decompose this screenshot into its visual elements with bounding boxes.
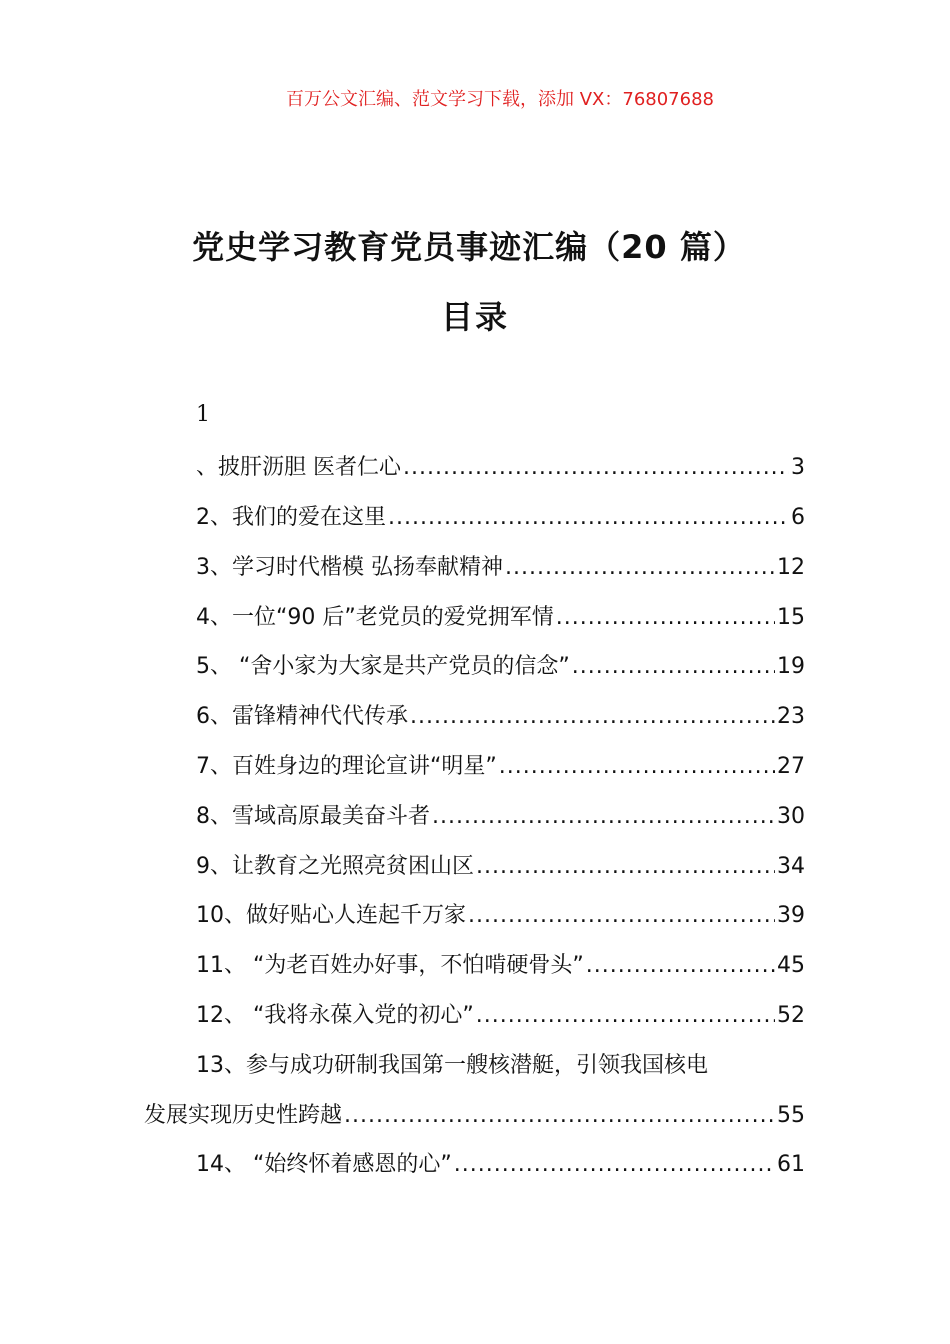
document-title: 党史学习教育党员事迹汇编（20 篇） (192, 228, 746, 266)
toc-leader-dots (468, 896, 775, 936)
toc-entry[interactable] (196, 498, 805, 538)
toc-entry-wrapped-line2[interactable] (144, 1096, 805, 1136)
toc-entry[interactable] (196, 896, 805, 936)
toc-entry-page: 39 (777, 903, 805, 928)
toc-entry-page: 55 (777, 1103, 805, 1128)
toc-entry-page: 27 (777, 754, 805, 779)
toc-entry-page: 15 (777, 605, 805, 630)
toc-leader-dots (572, 647, 775, 687)
toc-entry-title: 12、 “我将永葆入党的初心” (196, 1003, 474, 1028)
toc-entry[interactable] (196, 946, 805, 986)
toc-leader-dots (432, 797, 775, 837)
toc-entry[interactable] (196, 598, 805, 638)
toc-entry-title: 7、百姓身边的理论宣讲“明星” (196, 754, 497, 779)
toc-entry-title: 11、 “为老百姓办好事，不怕啃硬骨头” (196, 953, 584, 978)
toc-entry-page: 3 (791, 455, 805, 480)
toc-entry-title: 8、雪域高原最美奋斗者 (196, 804, 430, 829)
toc-entry[interactable] (196, 647, 805, 687)
header-watermark-note: 百万公文汇编、范文学习下载，添加 VX：76807688 (286, 89, 714, 110)
toc-leader-dots (388, 498, 789, 538)
toc-entry-wrapped-line1[interactable]: 13、参与成功研制我国第一艘核潜艇，引领我国核电 (196, 1053, 708, 1078)
toc-heading: 目录 (440, 298, 509, 336)
toc-entry-page: 19 (777, 654, 805, 679)
toc-entry-title: 9、让教育之光照亮贫困山区 (196, 854, 474, 879)
toc-entry-title: 14、 “始终怀着感恩的心” (196, 1152, 452, 1177)
toc-leader-dots (586, 946, 775, 986)
toc-leader-dots (403, 448, 789, 488)
toc-leader-dots (556, 598, 775, 638)
toc-entry[interactable] (196, 797, 805, 837)
toc-leader-dots (344, 1096, 775, 1136)
toc-leader-dots (410, 697, 775, 737)
toc-first-number: 1 (196, 402, 210, 427)
toc-entry-page: 12 (777, 555, 805, 580)
toc-entry[interactable] (196, 996, 805, 1036)
toc-entry[interactable] (196, 1145, 805, 1185)
toc-entry-title: 、披肝沥胆 医者仁心 (196, 455, 401, 480)
toc-leader-dots (454, 1145, 775, 1185)
toc-leader-dots (476, 996, 775, 1036)
toc-entry-page: 52 (777, 1003, 805, 1028)
toc-entry-page: 6 (791, 505, 805, 530)
toc-entry-title: 3、学习时代楷模 弘扬奉献精神 (196, 555, 503, 580)
toc-entry-title: 5、 “舍小家为大家是共产党员的信念” (196, 654, 570, 679)
toc-entry-title: 4、一位“90 后”老党员的爱党拥军情 (196, 605, 554, 630)
toc-leader-dots (499, 747, 775, 787)
toc-entry-title: 发展实现历史性跨越 (144, 1103, 343, 1128)
toc-entry[interactable] (196, 847, 805, 887)
toc-leader-dots (476, 847, 775, 887)
toc-entry-page: 34 (777, 854, 805, 879)
toc-entry-title: 6、雷锋精神代代传承 (196, 704, 408, 729)
toc-entry[interactable] (196, 448, 805, 488)
toc-leader-dots (505, 548, 775, 588)
toc-entry-page: 45 (777, 953, 805, 978)
toc-entry-title: 10、做好贴心人连起千万家 (196, 903, 466, 928)
toc-entry-page: 30 (777, 804, 805, 829)
toc-entry-page: 23 (777, 704, 805, 729)
toc-entry[interactable] (196, 697, 805, 737)
toc-entry-title: 2、我们的爱在这里 (196, 505, 386, 530)
toc-entry-page: 61 (777, 1152, 805, 1177)
toc-entry[interactable] (196, 548, 805, 588)
toc-entry[interactable] (196, 747, 805, 787)
